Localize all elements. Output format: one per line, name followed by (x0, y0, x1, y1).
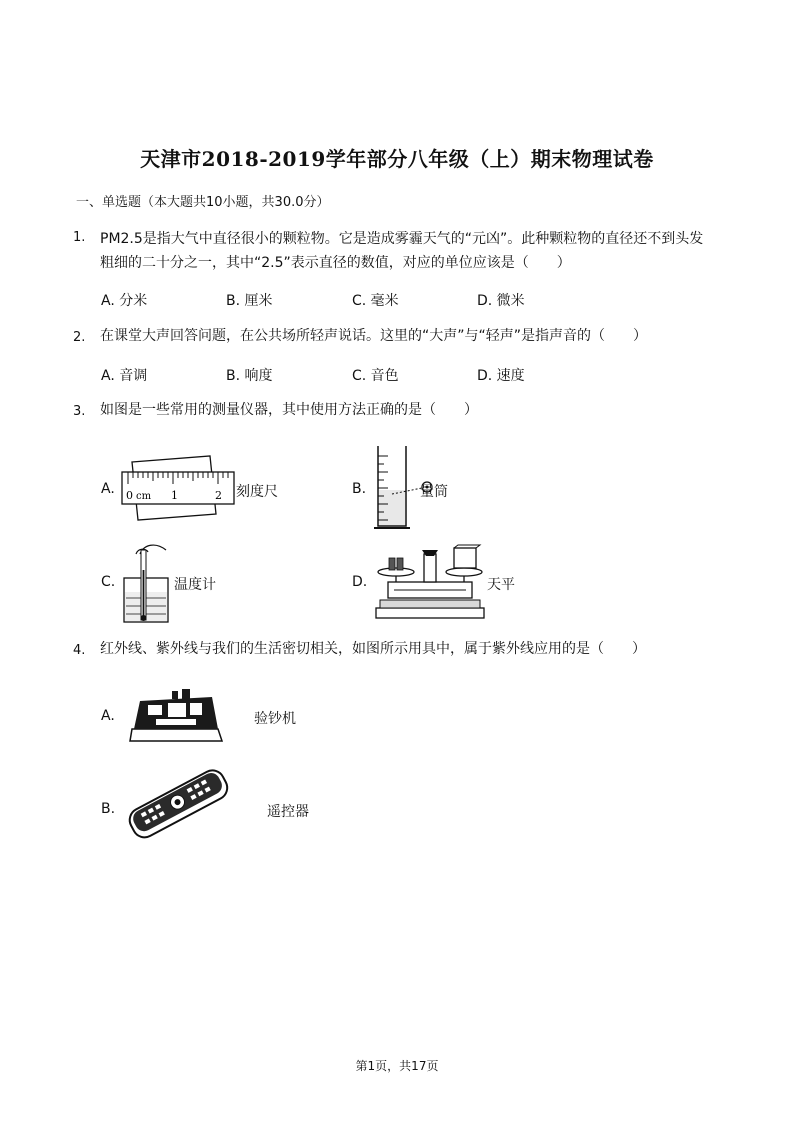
question-4-option-a-label: 验钞机 (254, 711, 296, 727)
question-1-option-d[interactable]: D. 微米 (477, 293, 525, 309)
ruler-tick-2: 2 (215, 489, 222, 502)
question-3-option-c-letter[interactable]: C. (101, 574, 116, 590)
question-2-option-a[interactable]: A. 音调 (101, 368, 148, 384)
question-1-text (100, 227, 730, 275)
question-2-text: 在课堂大声回答问题，在公共场所轻声说话。这里的“大声”与“轻声”是指声音的（ ） (100, 328, 648, 344)
question-3-number: 3. (73, 404, 86, 419)
ruler-tick-0: 0 (126, 489, 133, 502)
ruler-illustration (118, 452, 238, 524)
question-3-option-b-letter[interactable]: B. (352, 481, 367, 497)
ruler-unit: cm (136, 491, 152, 502)
question-3-option-c-label: 温度计 (174, 577, 216, 593)
question-1-number: 1. (73, 230, 86, 245)
question-2-option-c[interactable]: C. 音色 (352, 368, 399, 384)
question-1-option-b[interactable]: B. 厘米 (226, 293, 273, 309)
question-1-option-a[interactable]: A. 分米 (101, 293, 148, 309)
question-1-line2: 粗细的二十分之一，其中“2.5”表示直径的数值，对应的单位应该是（ ） (100, 255, 571, 271)
question-4-option-a-letter[interactable]: A. (101, 708, 115, 724)
question-2-option-d[interactable]: D. 速度 (477, 368, 525, 384)
page-footer: 第1页，共17页 (355, 1059, 439, 1073)
question-3-option-a-letter[interactable]: A. (101, 481, 115, 497)
question-1-line1: PM2.5是指大气中直径很小的颗粒物。它是造成雾霾天气的“元凶”。此种颗粒物的直径还不到头发 (100, 231, 704, 247)
section-header: 一、单选题（本大题共10小题，共30.0分） (76, 195, 330, 210)
money-detector-illustration (126, 685, 226, 747)
question-2-option-b[interactable]: B. 响度 (226, 368, 273, 384)
page-title: 天津市2018-2019学年部分八年级（上）期末物理试卷 (140, 147, 654, 171)
question-4-option-b-letter[interactable]: B. (101, 801, 116, 817)
question-4-text: 红外线、紫外线与我们的生活密切相关，如图所示用具中，属于紫外线应用的是（ ） (100, 641, 646, 657)
question-2-number: 2. (73, 330, 86, 345)
balance-scale-illustration (374, 544, 486, 624)
question-4-number: 4. (73, 643, 86, 658)
question-3-option-b-label: 量筒 (420, 484, 448, 500)
question-4-option-b-label: 遥控器 (267, 804, 309, 820)
question-3-option-d-letter[interactable]: D. (352, 574, 368, 590)
question-3-text: 如图是一些常用的测量仪器，其中使用方法正确的是（ ） (100, 402, 478, 418)
thermometer-illustration (120, 540, 176, 626)
remote-control-illustration (126, 765, 230, 841)
question-3-option-a-label: 刻度尺 (236, 484, 278, 500)
ruler-tick-1: 1 (171, 489, 178, 502)
question-1-option-c[interactable]: C. 毫米 (352, 293, 399, 309)
question-3-option-d-label: 天平 (487, 577, 515, 593)
